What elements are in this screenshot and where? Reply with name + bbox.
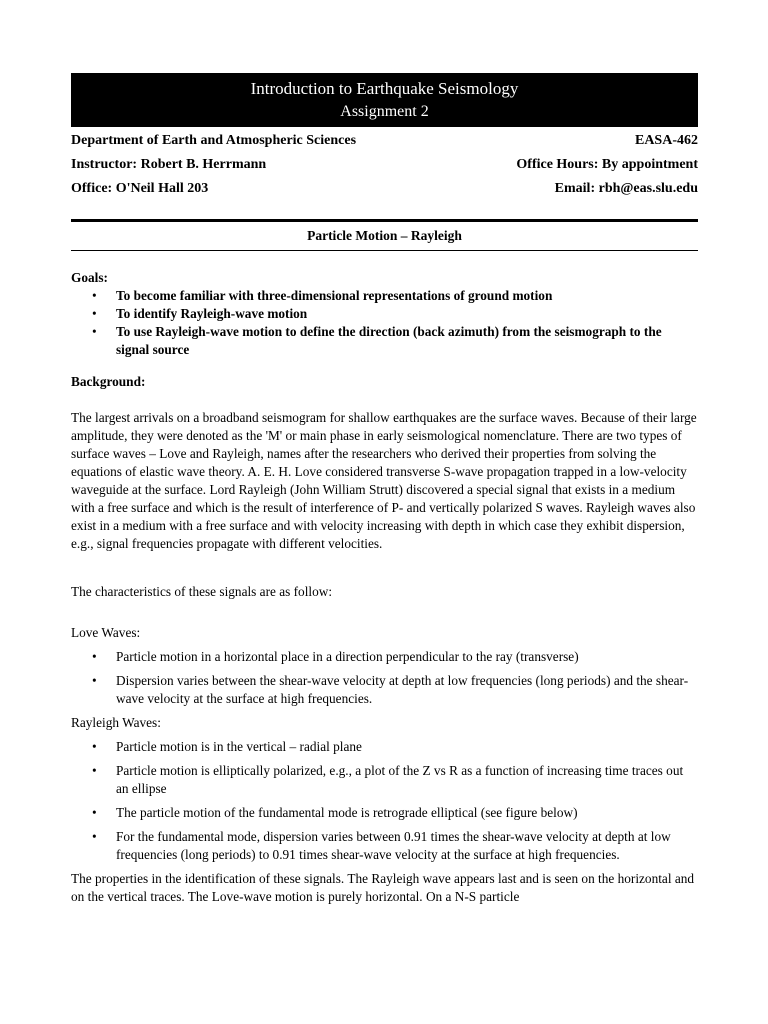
list-item: • The particle motion of the fundamental mode is retrograde elliptical (see figure below) bbox=[71, 804, 698, 822]
goal-item: • To become familiar with three-dimensional representations of ground motion bbox=[71, 287, 698, 305]
document-page bbox=[71, 73, 698, 906]
background-heading: Background: bbox=[71, 374, 146, 389]
rayleigh-waves-heading: Rayleigh Waves: bbox=[71, 715, 161, 730]
characteristics-text: The characteristics of these signals are as follow: bbox=[71, 584, 333, 599]
list-item: • Particle motion is elliptically polarized, e.g., a plot of the Z vs R as a function of increasing time traces out an ellipse bbox=[71, 762, 698, 798]
goal-item: • To use Rayleigh-wave motion to define the direction (back azimuth) from the seismograph to the signal source bbox=[71, 323, 698, 359]
title-banner bbox=[71, 73, 698, 127]
info-row-3 bbox=[71, 177, 698, 201]
rayleigh-waves-list bbox=[71, 738, 698, 864]
office-hours-text: Office Hours: By appointment bbox=[516, 157, 698, 172]
course-info bbox=[71, 129, 698, 201]
background-paragraph: The largest arrivals on a broadband seismogram for shallow earthquakes are the surface waves. Because of their large amplitude, they were denoted as the 'M' or main phase in early seismological nomenclature. There are two types of surface waves – Love and Rayleigh, names after the researchers who derived their properties from solving the equations of elastic wave theory. A. E. H. Love considered transverse S-wave propagation trapped in a low-velocity waveguide at the surface. Lord Rayleigh (John William Strutt) discovered a special signal that exists in a medium with a free surface and which is the result of interference of P- and vertically polarized S waves. Rayleigh waves also exist in a medium with a free surface and with velocity increasing with depth in which case they exhibit dispersion, e.g., signal frequencies propagate with different velocities. bbox=[71, 410, 697, 551]
document-title: Introduction to Earthquake Seismology bbox=[250, 79, 519, 98]
section-title: Particle Motion – Rayleigh bbox=[307, 228, 462, 243]
list-item: • For the fundamental mode, dispersion varies between 0.91 times the shear-wave velocity at depth at low frequencies (long periods) to 0.91 times shear-wave velocity at the surface at high frequencies. bbox=[71, 828, 698, 864]
document-body bbox=[71, 269, 698, 906]
love-waves-list bbox=[71, 648, 698, 708]
list-item: • Dispersion varies between the shear-wave velocity at depth at low frequencies (long periods) and the shear-wave velocity at the surface at high frequencies. bbox=[71, 672, 698, 708]
goals-heading: Goals: bbox=[71, 270, 108, 285]
info-row-2 bbox=[71, 153, 698, 177]
instructor-text: Instructor: Robert B. Herrmann bbox=[71, 157, 267, 172]
info-row-1 bbox=[71, 129, 698, 153]
course-code: EASA-462 bbox=[634, 133, 698, 148]
section-bottom-rule bbox=[71, 250, 698, 251]
department-text: Department of Earth and Atmospheric Sciences bbox=[71, 133, 357, 148]
list-item: • Particle motion is in the vertical – radial plane bbox=[71, 738, 698, 756]
closing-paragraph: The properties in the identification of these signals. The Rayleigh wave appears last and is seen on the horizontal and on the vertical traces. The Love-wave motion is purely horizontal. On a N-S particle bbox=[71, 871, 695, 904]
list-item: • Particle motion in a horizontal place in a direction perpendicular to the ray (transverse) bbox=[71, 648, 698, 666]
assignment-subtitle: Assignment 2 bbox=[340, 103, 429, 120]
goal-item: • To identify Rayleigh-wave motion bbox=[71, 305, 698, 323]
love-waves-heading: Love Waves: bbox=[71, 625, 141, 640]
office-text: Office: O'Neil Hall 203 bbox=[71, 181, 209, 196]
email-text: Email: rbh@eas.slu.edu bbox=[554, 181, 698, 196]
goals-list bbox=[71, 287, 698, 359]
